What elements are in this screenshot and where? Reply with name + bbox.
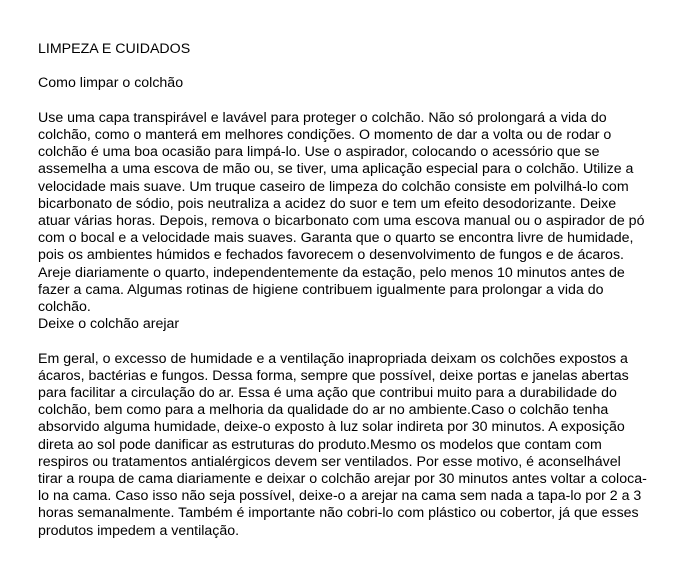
document-body: [38, 41, 648, 540]
section-subtitle: Como limpar o colchão: [38, 75, 184, 92]
spacer: [38, 333, 648, 350]
paragraph-cleaning: Use uma capa transpirável e lavável para proteger o colchão. Não só prolongará a vida do colchão, como o manterá em melhores condições. O momento de dar a volta ou de rodar o colchão é uma boa ocasião para limpá-lo. Use o aspirador, colocando o acessório que se assemelha a uma escova de mão ou, se tiver, uma aplicação especial para o colchão. Utilize a velocidade mais suave. Um truque caseiro de limpeza do colchão consiste em polvilhá-lo com bicarbonato de sódio, pois neutraliza a acidez do suor e tem um efeito desodorizante. Deixe atuar várias horas. Depois, remova o bicarbonato com uma escova manual ou o aspirador de pó com o bocal e a velocidade mais suaves. Garanta que o quarto se encontra livre de humidade, pois os ambientes húmidos e fechados favorecem o desenvolvimento de fungos e de ácaros. Areje diariamente o quarto, independentemente da estação, pelo menos 10 minutos antes de fazer a cama. Algumas rotinas de higiene contribuem igualmente para prolongar a vida do colchão.: [38, 109, 645, 316]
section-heading-airing: Deixe o colchão arejar: [38, 316, 180, 333]
spacer: [38, 58, 648, 75]
spacer: [38, 93, 648, 110]
paragraph-airing: Em geral, o excesso de humidade e a ventilação inapropriada deixam os colchões expostos a ácaros, bactérias e fungos. Dessa forma, sempre que possível, deixe portas e janelas abertas para facilitar a circulação do ar. Essa é uma ação que contribui muito para a durabilidade do colchão, bem como para a melhoria da qualidade do ar no ambiente.Caso o colchão tenha absorvido alguma humidade, deixe-o exposto à luz solar indireta por 30 minutos. A exposição direta ao sol pode danificar as estruturas do produto.Mesmo os modelos que contam com respiros ou tratamentos antialérgicos devem ser ventilados. Por esse motivo, é aconselhável tirar a roupa de cama diariamente e deixar o colchão arejar por 30 minutos antes voltar a coloca-lo na cama. Caso isso não seja possível, deixe-o a arejar na cama sem nada a tapa-lo por 2 a 3 horas semanalmente. Também é importante não cobri-lo com plástico ou cobertor, já que esses produtos impedem a ventilação.: [38, 350, 647, 539]
document-title: LIMPEZA E CUIDADOS: [38, 41, 191, 57]
